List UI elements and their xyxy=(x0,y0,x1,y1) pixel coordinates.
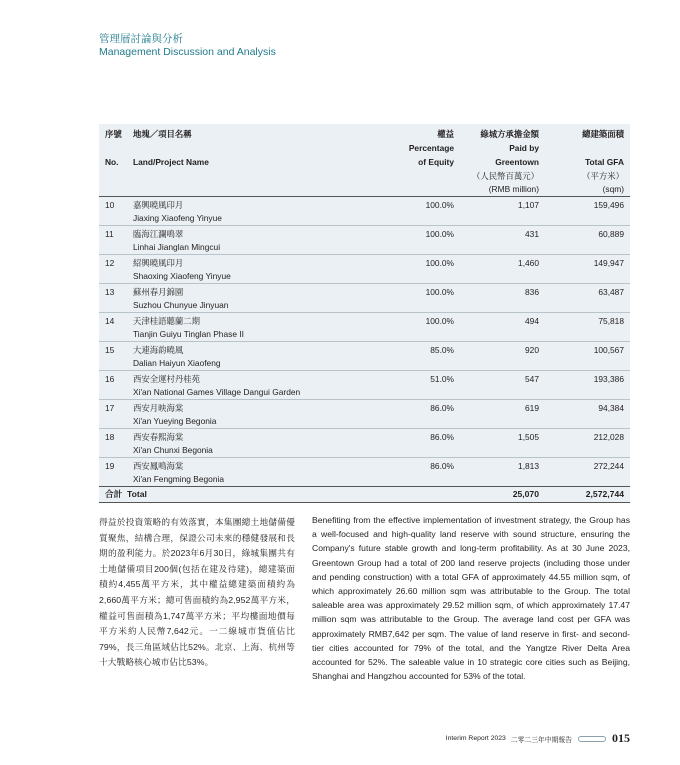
row-name-en: Xi'an Chunxi Begonia xyxy=(133,445,213,455)
row-name-en: Dalian Haiyun Xiaofeng xyxy=(133,358,221,368)
table-row xyxy=(99,226,630,255)
row-no: 10 xyxy=(105,200,115,210)
row-name-zh: 嘉興曉風印月 xyxy=(133,200,184,210)
row-name-zh: 天津桂語聽蘭二期 xyxy=(133,316,200,326)
row-no: 12 xyxy=(105,258,115,268)
row-gfa: 60,889 xyxy=(598,229,624,239)
table-row xyxy=(99,458,630,486)
col-no-en: No. xyxy=(105,157,119,167)
table-header xyxy=(99,124,630,197)
row-no: 18 xyxy=(105,432,115,442)
row-gfa: 75,818 xyxy=(598,316,624,326)
row-paid: 1,505 xyxy=(518,432,539,442)
row-name-zh: 西安月映海棠 xyxy=(133,403,184,413)
row-name-zh: 大連海韵曉風 xyxy=(133,345,184,355)
row-no: 11 xyxy=(105,229,114,239)
page-footer xyxy=(446,731,630,746)
row-paid: 1,460 xyxy=(518,258,539,268)
body-text-en: Benefiting from the effective implementation of investment strategy, the Group has a well-focused and high-quality land reserve with sound structure, ensuring the Company's future stable growth and long-term profitability. As at 30 June 2023, Greentown Group had a total of 200 land reserve projects (including those under and pending construction) with a total GFA of approximately 44.55 million sqm, of which approximately 26.60 million sqm was attributable to the Group. The total saleable area was approximately 29.52 million sqm, of which approximately 17.47 million sqm was attributable to the Group. The average land cost per GFA was approximately RMB7,642 per sqm. The value of land reserve in first- and second-tier cities accounted for 79% of the total, and the Yangtze River Delta Area accounted for 52%. The saleable value in 10 strategic core cities such as Beijing, Shanghai and Hangzhou accounted for 53% of the total. xyxy=(312,515,630,682)
row-pct: 85.0% xyxy=(430,345,454,355)
row-pct: 86.0% xyxy=(430,432,454,442)
row-gfa: 94,384 xyxy=(598,403,624,413)
row-gfa: 149,947 xyxy=(593,258,624,268)
col-paid-unit-en: (RMB million) xyxy=(488,184,539,194)
col-paid-zh: 綠城方承擔金額 xyxy=(480,129,539,139)
page-number: 015 xyxy=(612,731,630,745)
table-row xyxy=(99,371,630,400)
col-gfa-unit-zh: （平方米） xyxy=(582,171,624,181)
row-name-en: Xi'an Yueying Begonia xyxy=(133,416,217,426)
row-name-zh: 蘇州春月錦園 xyxy=(133,287,184,297)
row-gfa: 272,244 xyxy=(593,461,624,471)
table-row xyxy=(99,429,630,458)
total-paid: 25,070 xyxy=(512,489,539,499)
row-gfa: 159,496 xyxy=(593,200,624,210)
report-name-en: Interim Report 2023 xyxy=(445,735,506,742)
col-pct-zh: 權益 xyxy=(437,129,454,139)
footer-bar-decoration xyxy=(578,736,606,742)
row-paid: 1,813 xyxy=(518,461,539,471)
row-name-zh: 西安春熙海棠 xyxy=(133,432,184,442)
row-name-en: Jiaxing Xiaofeng Yinyue xyxy=(133,213,222,223)
table-row xyxy=(99,400,630,429)
table-row xyxy=(99,284,630,313)
row-name-en: Suzhou Chunyue Jinyuan xyxy=(133,300,229,310)
total-label-zh: 合計 xyxy=(105,489,123,499)
col-pct-en1: Percentage xyxy=(408,143,454,153)
section-title-zh: 管理層討論與分析 xyxy=(99,33,183,45)
row-no: 17 xyxy=(105,403,115,413)
table-body xyxy=(99,197,630,486)
col-gfa-zh: 總建築面積 xyxy=(582,129,624,139)
row-gfa: 212,028 xyxy=(593,432,624,442)
row-name-zh: 紹興曉風印月 xyxy=(133,258,184,268)
row-name-en: Tianjin Guiyu Tinglan Phase II xyxy=(133,329,244,339)
row-pct: 100.0% xyxy=(425,287,454,297)
row-name-en: Xi'an National Games Village Dangui Garden xyxy=(133,387,301,397)
row-gfa: 100,567 xyxy=(593,345,624,355)
col-paid-unit-zh: （人民幣百萬元） xyxy=(472,171,539,181)
table-row xyxy=(99,313,630,342)
row-no: 16 xyxy=(105,374,115,384)
row-no: 13 xyxy=(105,287,115,297)
row-name-en: Xi'an Fengming Begonia xyxy=(133,474,224,484)
row-pct: 100.0% xyxy=(425,200,454,210)
section-title-en: Management Discussion and Analysis xyxy=(99,46,276,58)
row-name-en: Shaoxing Xiaofeng Yinyue xyxy=(133,271,231,281)
col-name-en: Land/Project Name xyxy=(133,157,209,167)
row-paid: 494 xyxy=(525,316,539,326)
row-name-zh: 西安鳳鳴海棠 xyxy=(133,461,184,471)
col-paid-en1: Paid by xyxy=(509,143,539,153)
row-paid: 619 xyxy=(525,403,539,413)
land-reserve-table xyxy=(99,124,630,503)
row-pct: 51.0% xyxy=(430,374,454,384)
col-pct-en2: of Equity xyxy=(418,157,454,167)
body-text-zh: 得益於投資策略的有效落實，本集團總土地儲備優質聚焦，結構合理，保證公司未來的穩健發展和長期的盈利能力。於2023年6月30日，綠城集團共有土地儲備項目200個(包括在建及待建)，總建築面積約4,455萬平方米，其中權益總建築面積約為2,660萬平方米；總可售面積約為2,952萬平方米，權益可售面積為1,747萬平方米；平均樓面地價每平方米約人民幣7,642元。一二線城市貨值佔比79%，長三角區域佔比52%。北京、上海、杭州等十大戰略核心城市佔比53%。 xyxy=(99,517,295,668)
row-name-zh: 臨海江瀾鳴翠 xyxy=(133,229,184,239)
row-pct: 100.0% xyxy=(425,316,454,326)
row-paid: 920 xyxy=(525,345,539,355)
row-no: 15 xyxy=(105,345,115,355)
table-total-row xyxy=(99,486,630,503)
col-no-zh: 序號 xyxy=(105,129,122,139)
row-pct: 100.0% xyxy=(425,229,454,239)
row-pct: 86.0% xyxy=(430,461,454,471)
row-gfa: 193,386 xyxy=(593,374,624,384)
table-row xyxy=(99,197,630,226)
section-header xyxy=(99,33,276,59)
row-paid: 1,107 xyxy=(518,200,539,210)
row-paid: 431 xyxy=(525,229,539,239)
total-label-en: Total xyxy=(127,489,147,499)
col-name-zh: 地塊／項目名稱 xyxy=(133,129,192,139)
row-paid: 547 xyxy=(525,374,539,384)
report-name-zh: 二零二三年中期報告 xyxy=(510,736,572,744)
row-no: 14 xyxy=(105,316,115,326)
row-name-en: Linhai Jianglan Mingcui xyxy=(133,242,221,252)
table-row xyxy=(99,255,630,284)
total-gfa: 2,572,744 xyxy=(585,489,624,499)
row-pct: 86.0% xyxy=(430,403,454,413)
row-name-zh: 西安全運村丹桂苑 xyxy=(133,374,200,384)
col-gfa-en: Total GFA xyxy=(585,157,624,167)
col-gfa-unit-en: (sqm) xyxy=(602,184,624,194)
row-pct: 100.0% xyxy=(425,258,454,268)
row-no: 19 xyxy=(105,461,115,471)
row-gfa: 63,487 xyxy=(598,287,624,297)
col-paid-en2: Greentown xyxy=(495,157,539,167)
table-row xyxy=(99,342,630,371)
row-paid: 836 xyxy=(525,287,539,297)
